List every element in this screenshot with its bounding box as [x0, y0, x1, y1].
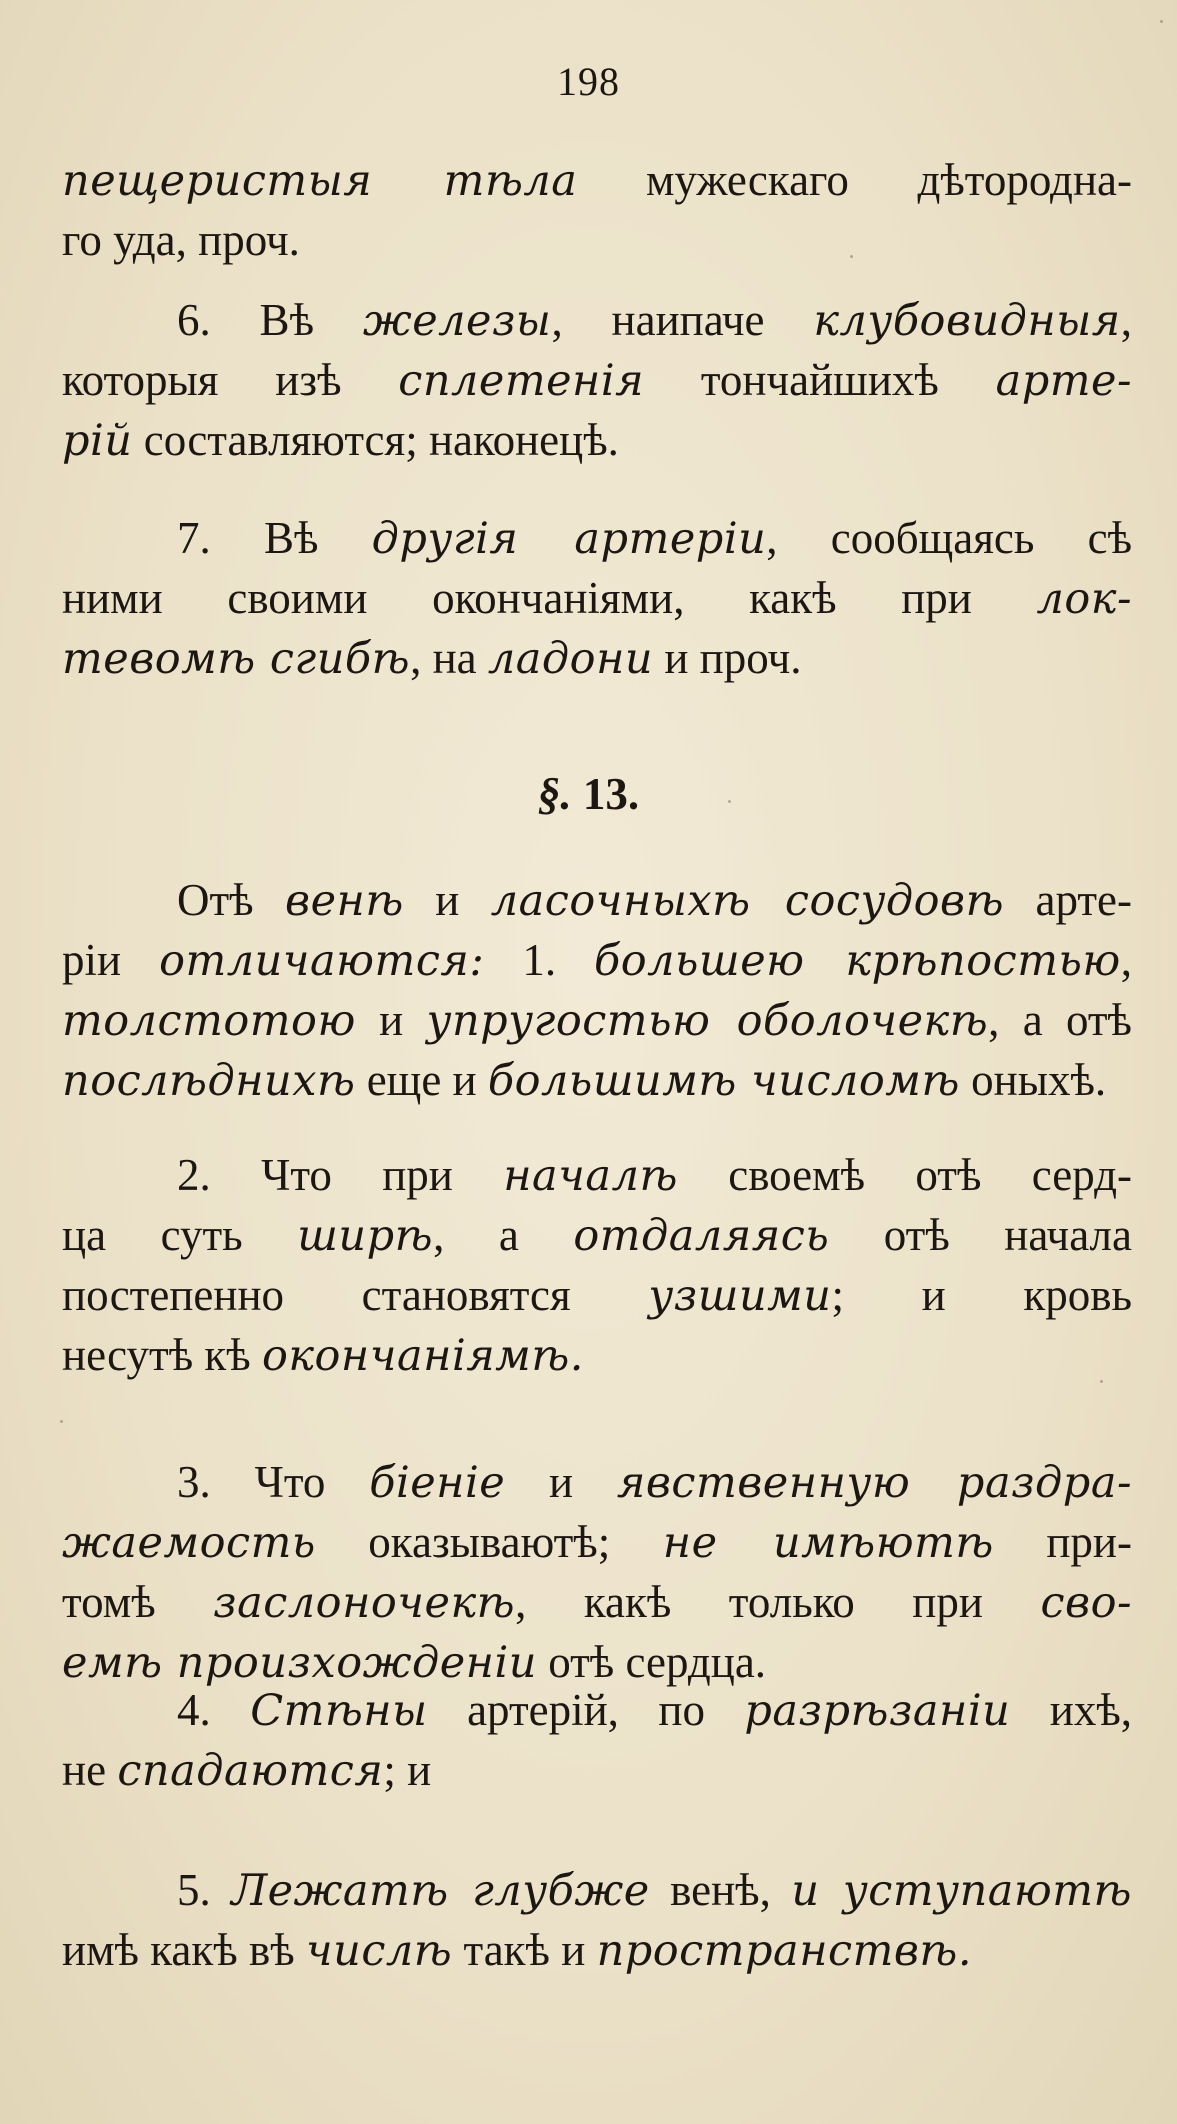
italic-term: и уступаютѣ — [791, 1866, 1132, 1916]
text-run: оныхѣ. — [959, 1055, 1107, 1105]
text-run: арте- — [1004, 875, 1132, 925]
paragraph-item-7 — [62, 508, 1132, 688]
italic-term: ширѣ — [297, 1211, 434, 1261]
text-run: ; и — [383, 1745, 432, 1795]
text-run: и — [355, 995, 427, 1045]
text-run: и — [505, 1457, 617, 1507]
text-run: оказываютѣ; — [315, 1517, 663, 1567]
text-line — [62, 568, 1132, 628]
italic-term: лок- — [1036, 574, 1132, 624]
text-line — [62, 870, 1132, 930]
text-run: 3. Что — [177, 1457, 370, 1507]
italic-term: большею крѣпостью — [594, 936, 1121, 986]
italic-term: ладони — [487, 634, 654, 684]
text-run: томѣ — [62, 1577, 214, 1627]
text-run: 2. Что при — [177, 1150, 504, 1200]
text-run: и проч. — [653, 633, 802, 683]
text-line — [62, 930, 1132, 990]
paper-speck — [850, 255, 853, 258]
italic-term: узшими — [648, 1271, 832, 1321]
italic-term: другія артеріи — [371, 514, 767, 564]
italic-term: числѣ — [305, 1926, 453, 1976]
paper-speck — [1160, 20, 1163, 23]
italic-term: сплетенія — [398, 356, 645, 406]
italic-term: железы — [362, 296, 552, 346]
italic-term: арте- — [995, 356, 1132, 406]
text-line — [62, 508, 1132, 568]
text-run: , на — [410, 633, 488, 683]
paragraph-item-4 — [62, 1680, 1132, 1800]
text-line — [62, 1920, 1132, 1980]
text-run: Отѣ — [177, 875, 286, 925]
section-heading — [0, 768, 1177, 820]
paragraph-item-6 — [62, 290, 1132, 470]
text-run: , какѣ только при — [515, 1577, 1041, 1627]
text-run: , — [1120, 295, 1132, 345]
text-run: , сообщаясь сѣ — [766, 513, 1133, 563]
text-run: 1. — [484, 935, 595, 985]
text-run: ; и кровь — [831, 1270, 1132, 1320]
italic-term: біеніе — [369, 1458, 506, 1508]
italic-term: пещеристыя тѣла — [62, 156, 578, 206]
section-symbol: §. — [537, 769, 572, 819]
text-run: 7. Вѣ — [177, 513, 372, 563]
text-line — [62, 1860, 1132, 1920]
text-run: отѣ сердца. — [536, 1637, 767, 1687]
text-line — [62, 1740, 1132, 1800]
text-run: своемѣ отѣ серд- — [677, 1150, 1133, 1200]
text-run: несутѣ кѣ — [62, 1330, 262, 1380]
text-line — [62, 990, 1132, 1050]
text-run: , — [1120, 935, 1132, 985]
italic-term: окончаніямѣ. — [261, 1331, 584, 1381]
text-line — [62, 210, 1132, 270]
text-line — [62, 1680, 1132, 1740]
text-run: еще и — [355, 1055, 488, 1105]
text-line — [62, 410, 1132, 470]
paper-speck — [60, 1420, 63, 1423]
section-number: 13. — [582, 769, 640, 819]
paragraph-item-3 — [62, 1452, 1132, 1692]
text-run: , а — [433, 1210, 574, 1260]
paper-speck — [728, 800, 731, 803]
text-run: , наипаче — [551, 295, 814, 345]
text-run: и — [403, 875, 491, 925]
text-line — [62, 1325, 1132, 1385]
text-run: артерій, по — [427, 1685, 745, 1735]
italic-term: началѣ — [503, 1151, 678, 1201]
paragraph-item-2 — [62, 1145, 1132, 1385]
italic-term: тевомѣ сгибѣ — [62, 634, 411, 684]
text-run: , а отѣ — [988, 995, 1132, 1045]
italic-term: явственную раздра- — [616, 1458, 1132, 1508]
text-run: мужескаго дѣтороднa- — [577, 155, 1132, 205]
text-run: ца суть — [62, 1210, 298, 1260]
text-run: венѣ, — [649, 1865, 792, 1915]
text-run: тончайшихѣ — [644, 355, 996, 405]
text-run: го уда, проч. — [62, 215, 300, 265]
text-line — [62, 1572, 1132, 1632]
italic-term: емѣ произхожденіи — [62, 1638, 537, 1688]
text-run: постепенно становятся — [62, 1270, 649, 1320]
paper-speck — [1100, 1380, 1103, 1383]
text-line — [62, 290, 1132, 350]
text-run: 5. — [177, 1865, 232, 1915]
italic-term: толстотою — [62, 996, 356, 1046]
paragraph-continuation — [62, 150, 1132, 270]
text-run: ріи — [62, 935, 160, 985]
text-line — [62, 350, 1132, 410]
text-run: ихѣ, — [1010, 1685, 1133, 1735]
text-line — [62, 1512, 1132, 1572]
italic-term: сво- — [1040, 1578, 1132, 1628]
italic-term: спадаются — [117, 1746, 384, 1796]
text-line — [62, 1145, 1132, 1205]
text-run: отѣ начала — [829, 1210, 1132, 1260]
italic-term: венѣ — [285, 876, 404, 926]
text-line — [62, 150, 1132, 210]
text-run: составляются; наконецѣ. — [132, 415, 619, 465]
text-run: ними своими окончаніями, какѣ при — [62, 573, 1037, 623]
italic-term: пространствѣ. — [596, 1926, 973, 1976]
italic-term: упругостью оболочекѣ — [426, 996, 989, 1046]
text-run: не — [62, 1745, 118, 1795]
text-run: которыя изѣ — [62, 355, 399, 405]
italic-term: жаемость — [62, 1518, 316, 1568]
text-run: имѣ какѣ вѣ — [62, 1925, 306, 1975]
italic-term: рій — [62, 416, 133, 466]
italic-term: большимѣ числомѣ — [487, 1056, 960, 1106]
italic-term: послѣднихѣ — [62, 1056, 356, 1106]
text-line — [62, 628, 1132, 688]
paragraph-section-intro — [62, 870, 1132, 1110]
italic-term: отличаются: — [159, 936, 485, 986]
text-line — [62, 1050, 1132, 1110]
page-number: 198 — [557, 59, 620, 104]
italic-term: заслоночекѣ — [213, 1578, 516, 1628]
text-line — [62, 1205, 1132, 1265]
italic-term: Лежатѣ глубже — [231, 1866, 650, 1916]
paragraph-item-5 — [62, 1860, 1132, 1980]
italic-term: разрѣзаніи — [744, 1686, 1011, 1736]
italic-term: не имѣютѣ — [662, 1518, 994, 1568]
italic-term: отдаляясь — [573, 1211, 830, 1261]
text-run: 6. Вѣ — [177, 295, 363, 345]
italic-term: клубовидныя — [813, 296, 1121, 346]
italic-term: Стѣны — [250, 1686, 428, 1736]
text-run: при- — [993, 1517, 1133, 1567]
italic-term: ласочныхѣ сосудовѣ — [490, 876, 1005, 926]
text-line — [62, 1265, 1132, 1325]
text-run: 4. — [177, 1685, 251, 1735]
text-line — [62, 1452, 1132, 1512]
text-run: такѣ и — [452, 1925, 597, 1975]
